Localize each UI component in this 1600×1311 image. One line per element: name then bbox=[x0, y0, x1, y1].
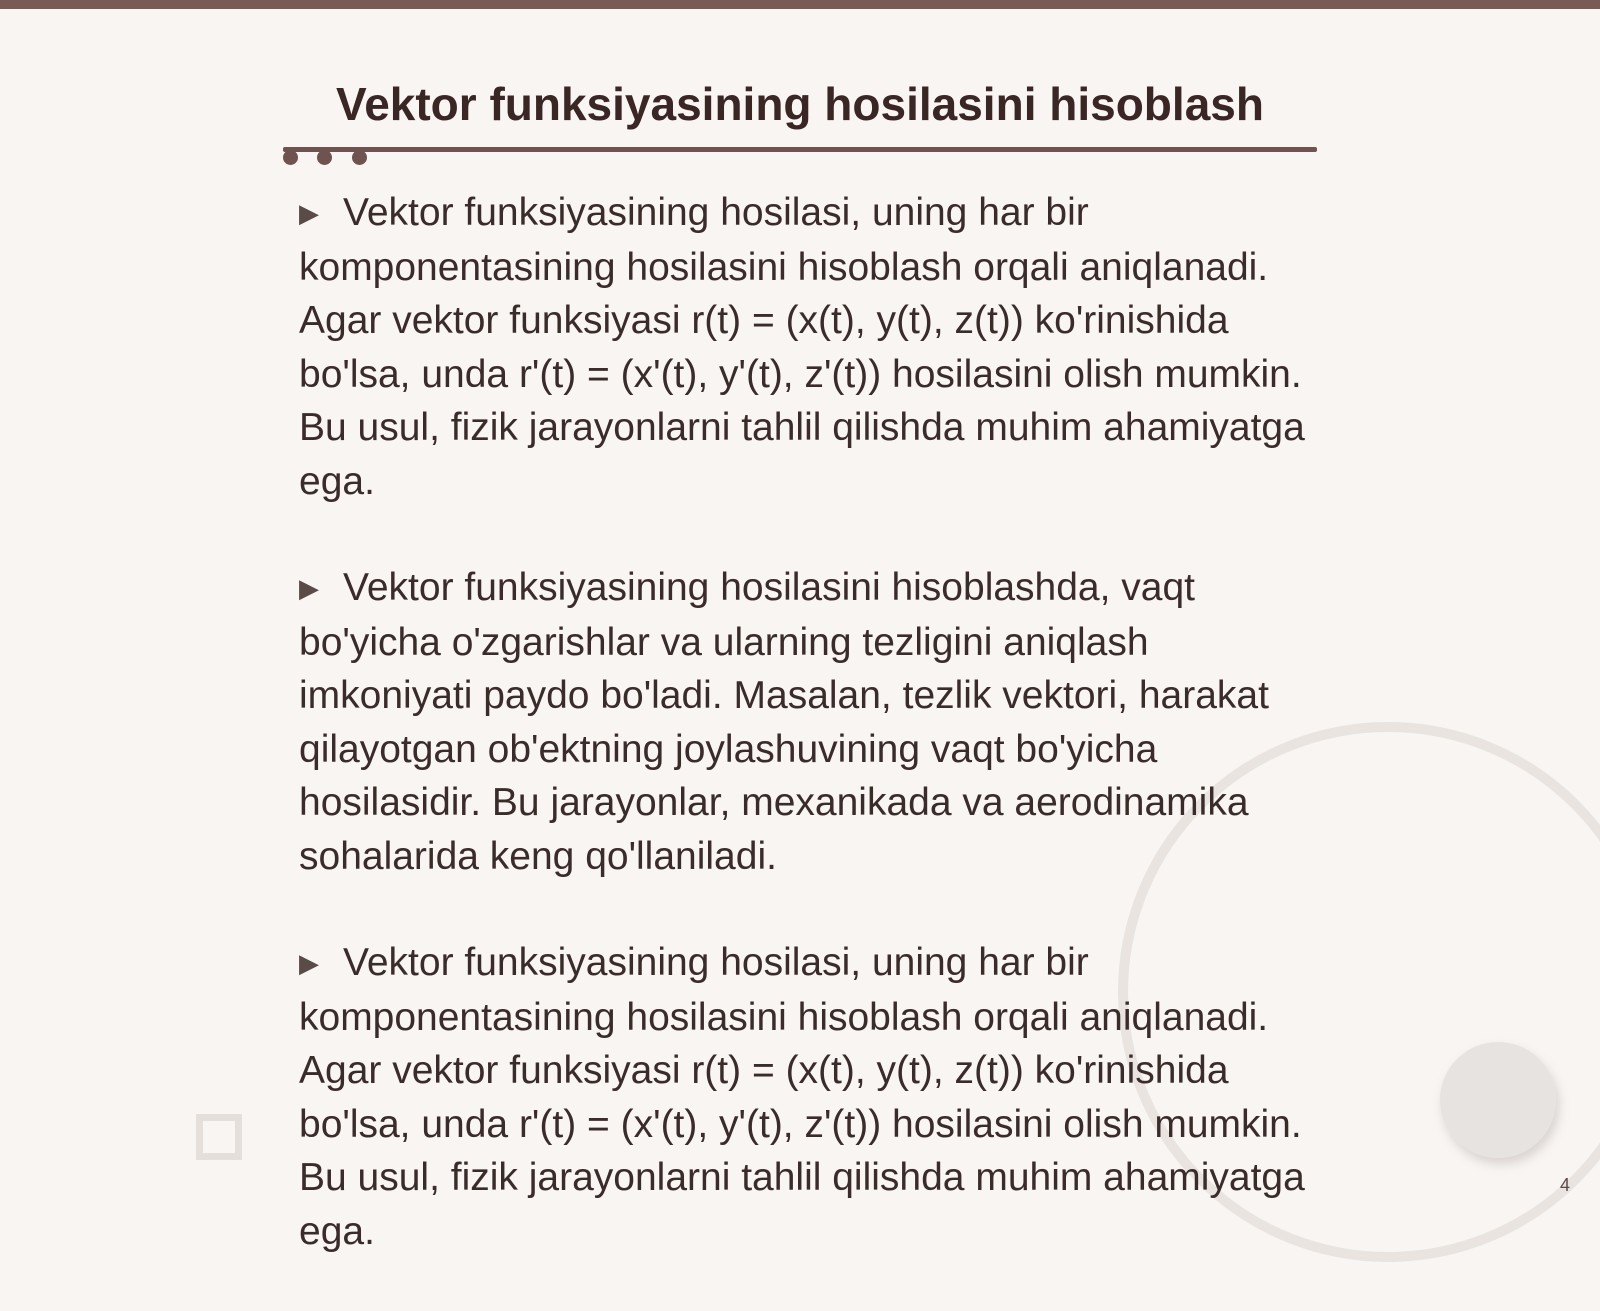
bullet-text: Vektor funksiyasining hosilasi, uning har bir komponentasining hosilasini hisoblash orqali aniqlanadi. Agar vektor funksiyasi r(t) = (x(t), y(t), z(t)) ko'rinishida bo'lsa, unda r'(t) = (x'(t), y'(t), z'(t)) hosilasini olish mumkin. Bu usul, fizik jarayonlarni tahlil qilishda muhim ahamiyatga ega. bbox=[299, 191, 1305, 503]
triangle-right-icon: ▶ bbox=[299, 948, 319, 978]
decorative-square bbox=[196, 1114, 242, 1160]
bullet-list bbox=[299, 186, 1309, 1311]
bullet-text: Vektor funksiyasining hosilasini hisoblashda, vaqt bo'yicha o'zgarishlar va ularning tezligini aniqlash imkoniyati paydo bo'ladi. Masalan, tezlik vektori, harakat qilayotgan ob'ektning joylashuvining vaqt bo'yicha hosilasidir. Bu jarayonlar, mexanikada va aerodinamika sohalarida keng qo'llaniladi. bbox=[299, 566, 1269, 878]
page-number: 4 bbox=[1559, 1175, 1570, 1195]
triangle-right-icon: ▶ bbox=[299, 573, 319, 603]
underline-dot-2 bbox=[317, 150, 332, 165]
bullet-item bbox=[299, 936, 1309, 1258]
bullet-text: Vektor funksiyasining hosilasi, uning har bir komponentasining hosilasini hisoblash orqali aniqlanadi. Agar vektor funksiyasi r(t) = (x(t), y(t), z(t)) ko'rinishida bo'lsa, unda r'(t) = (x'(t), y'(t), z'(t)) hosilasini olish mumkin. Bu usul, fizik jarayonlarni tahlil qilishda muhim ahamiyatga ega. bbox=[299, 941, 1305, 1253]
bullet-item bbox=[299, 186, 1309, 508]
bullet-item bbox=[299, 561, 1309, 883]
title-underline bbox=[283, 147, 1317, 152]
triangle-right-icon: ▶ bbox=[299, 198, 319, 228]
underline-dot-1 bbox=[283, 150, 298, 165]
top-accent-bar bbox=[0, 0, 1600, 9]
decorative-disc bbox=[1440, 1042, 1556, 1158]
slide-title: Vektor funksiyasining hosilasini hisoblash bbox=[336, 78, 1264, 130]
underline-dot-3 bbox=[352, 150, 367, 165]
